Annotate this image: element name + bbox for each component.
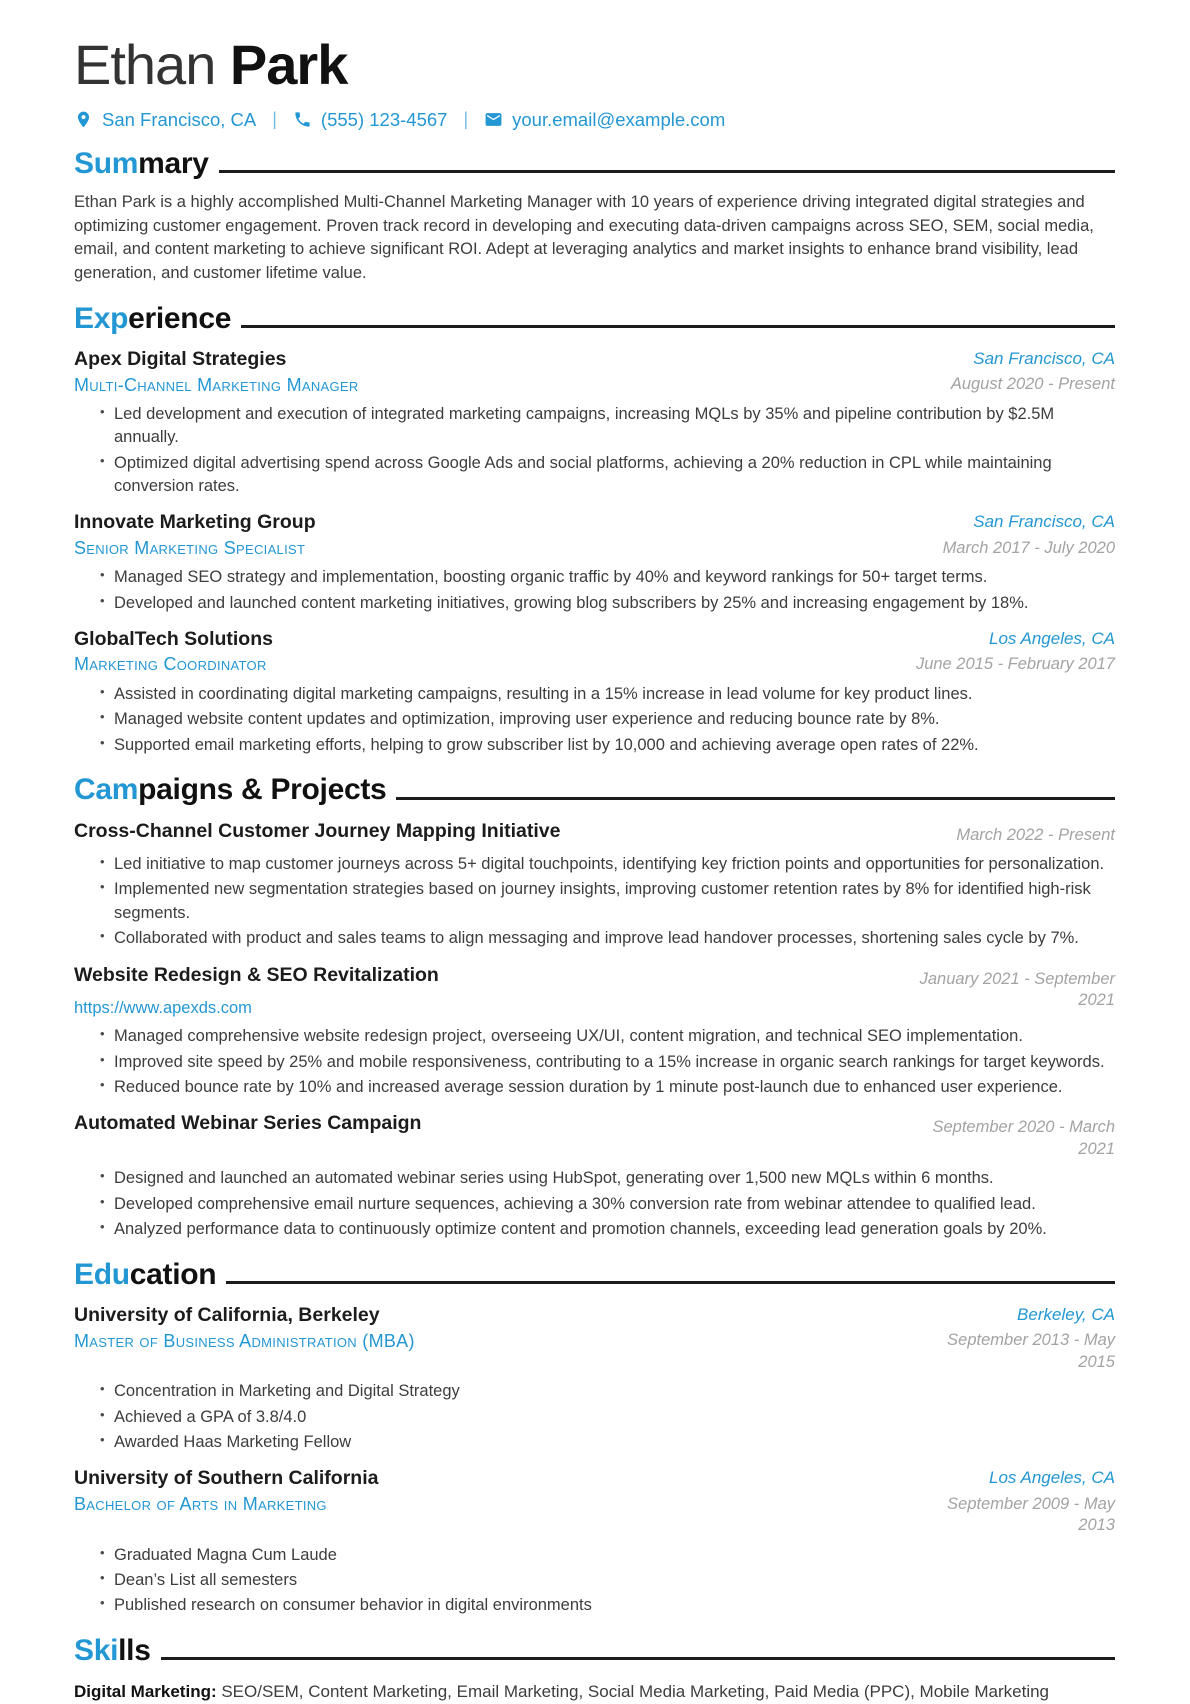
entry-date: January 2021 - September 2021 bbox=[919, 969, 1115, 1010]
projects-entries bbox=[74, 820, 1115, 1242]
heading-accent: Exp bbox=[74, 301, 129, 335]
entry-left bbox=[74, 1112, 421, 1134]
entry-subtitle: Multi-Channel Marketing Manager bbox=[74, 374, 359, 395]
section-projects bbox=[74, 773, 1115, 1242]
bullet-item: • Designed and launched an automated webinar series using HubSpot, generating over 1,500 new MQLs within 6 months. bbox=[100, 1167, 1115, 1190]
person-name bbox=[74, 34, 1115, 97]
entry bbox=[74, 1112, 1115, 1241]
bullet-item: • Optimized digital advertising spend across Google Ads and social platforms, achieving a 20% reduction in CPL while maintaining conversion rates. bbox=[100, 452, 1115, 499]
entry-left bbox=[74, 1467, 378, 1514]
entry-subtitle: Senior Marketing Specialist bbox=[74, 537, 306, 558]
heading-accent: Cam bbox=[74, 772, 139, 806]
entry-location: San Francisco, CA bbox=[973, 349, 1115, 369]
entry-subtitle: Master of Business Administration (MBA) bbox=[74, 1330, 415, 1351]
entry-head bbox=[74, 1304, 1115, 1373]
entry-head bbox=[74, 1112, 1115, 1160]
contact-row bbox=[74, 109, 1115, 131]
entry-left bbox=[74, 511, 316, 558]
summary-text: Ethan Park is a highly accomplished Multi-Channel Marketing Manager with 10 years of experience driving integrated digital strategies and optimizing customer engagement. Proven track record in developing and executing data-driven campaigns across SEO, SEM, social media, email, and content marketing to achieve significant ROI. Adept at leveraging analytics and market insights to enhance brand visibility, lead generation, and customer lifetime value. bbox=[74, 193, 1094, 282]
bullet-list bbox=[74, 1380, 1115, 1454]
entry bbox=[74, 348, 1115, 498]
heading-accent: Edu bbox=[74, 1257, 130, 1291]
entry-left bbox=[74, 348, 359, 395]
skills-heading bbox=[74, 1634, 1115, 1668]
entry-right bbox=[910, 964, 1115, 1012]
entry-head bbox=[74, 820, 1115, 846]
entry bbox=[74, 1467, 1115, 1617]
section-rule bbox=[226, 1281, 1115, 1284]
entry-right bbox=[916, 628, 1115, 676]
entry-date: August 2020 - Present bbox=[950, 375, 1115, 394]
bullet-item: • Supported email marketing efforts, helping to grow subscriber list by 10,000 and achieving average open rates of 22%. bbox=[100, 734, 1115, 757]
bullet-item: • Managed comprehensive website redesign project, overseeing UX/UI, content migration, and technical SEO implementation. bbox=[100, 1025, 1115, 1048]
entry bbox=[74, 511, 1115, 615]
bullet-list bbox=[74, 683, 1115, 757]
entry-left bbox=[74, 1304, 415, 1351]
section-summary bbox=[74, 147, 1115, 285]
section-rule bbox=[219, 170, 1115, 173]
entry-right bbox=[956, 820, 1115, 846]
bullet-list bbox=[74, 853, 1115, 951]
entry-right bbox=[910, 1112, 1115, 1160]
section-rule bbox=[396, 797, 1115, 800]
bullet-item: • Achieved a GPA of 3.8/4.0 bbox=[100, 1406, 1115, 1429]
entry-head bbox=[74, 1467, 1115, 1536]
entry-title: Apex Digital Strategies bbox=[74, 348, 287, 371]
section-experience bbox=[74, 302, 1115, 757]
location-pin-icon bbox=[74, 110, 93, 129]
heading-accent: Sum bbox=[74, 146, 139, 180]
bullet-item: • Awarded Haas Marketing Fellow bbox=[100, 1431, 1115, 1454]
section-rule bbox=[241, 325, 1115, 328]
bullet-item: • Led development and execution of integrated marketing campaigns, increasing MQLs by 35% and pipeline contribution by $2.5M annually. bbox=[100, 403, 1115, 450]
bullet-list bbox=[74, 1544, 1115, 1618]
envelope-icon bbox=[484, 110, 503, 129]
entry-right bbox=[910, 1304, 1115, 1373]
entry-title: Website Redesign & SEO Revitalization bbox=[74, 963, 439, 986]
entry bbox=[74, 1304, 1115, 1454]
entry-location: Berkeley, CA bbox=[1017, 1305, 1115, 1325]
bullet-item: • Dean’s List all semesters bbox=[100, 1569, 1115, 1592]
entry-left bbox=[74, 964, 439, 1018]
entry-link[interactable]: https://www.apexds.com bbox=[74, 999, 252, 1018]
section-skills bbox=[74, 1634, 1115, 1704]
contact-location bbox=[74, 109, 256, 131]
bullet-item: • Led initiative to map customer journeys across 5+ digital touchpoints, identifying key friction points and opportunities for personalization. bbox=[100, 853, 1115, 876]
last-name: Park bbox=[229, 33, 348, 96]
skills-line bbox=[74, 1680, 1115, 1704]
entry-title: GlobalTech Solutions bbox=[74, 628, 273, 650]
bullet-item: • Improved site speed by 25% and mobile responsiveness, contributing to a 15% increase in organic search rankings for target keywords. bbox=[100, 1051, 1115, 1074]
email-text: your.email@example.com bbox=[512, 108, 726, 130]
bullet-item: • Managed website content updates and optimization, improving user experience and reducing bounce rate by 8%. bbox=[100, 708, 1115, 731]
entry bbox=[74, 628, 1115, 757]
location-text: San Francisco, CA bbox=[102, 108, 257, 130]
summary-heading bbox=[74, 147, 1115, 181]
bullet-item: • Analyzed performance data to continuously optimize content and promotion channels, exceeding lead generation goals by 20%. bbox=[100, 1218, 1115, 1241]
experience-entries bbox=[74, 348, 1115, 757]
entry-head bbox=[74, 964, 1115, 1018]
bullet-item: • Developed and launched content marketing initiatives, growing blog subscribers by 25% and increasing engagement by 18%. bbox=[100, 592, 1115, 615]
entry-location: San Francisco, CA bbox=[973, 512, 1115, 532]
entry-date: September 2020 - March 2021 bbox=[932, 1118, 1115, 1158]
education-heading bbox=[74, 1258, 1115, 1292]
phone-text: (555) 123-4567 bbox=[320, 108, 448, 130]
heading-rest: mary bbox=[138, 146, 209, 180]
bullet-item: • Implemented new segmentation strategies based on journey insights, improving customer retention rates by 8% for identified high-risk segments. bbox=[100, 878, 1115, 925]
bullet-item: • Graduated Magna Cum Laude bbox=[100, 1544, 1115, 1567]
bullet-item: • Assisted in coordinating digital marketing campaigns, resulting in a 15% increase in lead volume for key product lines. bbox=[100, 683, 1115, 706]
entry-title: Cross-Channel Customer Journey Mapping Initiative bbox=[74, 819, 561, 842]
entry-right bbox=[943, 511, 1115, 559]
heading-accent: Ski bbox=[74, 1633, 119, 1667]
entry-title: Innovate Marketing Group bbox=[74, 511, 316, 534]
entry-left bbox=[74, 628, 273, 675]
entry-head bbox=[74, 628, 1115, 676]
entry bbox=[74, 964, 1115, 1100]
bullet-item: • Managed SEO strategy and implementation, boosting organic traffic by 40% and keyword rankings for 50+ target terms. bbox=[100, 566, 1115, 589]
section-education bbox=[74, 1258, 1115, 1618]
entry-location: Los Angeles, CA bbox=[989, 1468, 1115, 1488]
entry-right bbox=[910, 1467, 1115, 1536]
entry-title: University of Southern California bbox=[74, 1467, 379, 1490]
heading-rest: cation bbox=[129, 1257, 217, 1291]
bullet-list bbox=[74, 403, 1115, 499]
entry-head bbox=[74, 348, 1115, 396]
heading-rest: lls bbox=[118, 1633, 151, 1667]
entry-date: September 2013 - May 2015 bbox=[947, 1331, 1115, 1371]
contact-phone bbox=[293, 109, 448, 131]
entry-title: University of California, Berkeley bbox=[74, 1304, 380, 1327]
heading-rest: paigns & Projects bbox=[138, 772, 387, 806]
resume-header bbox=[74, 34, 1115, 131]
projects-heading bbox=[74, 773, 1115, 807]
bullet-list bbox=[74, 1167, 1115, 1241]
bullet-item: • Developed comprehensive email nurture sequences, achieving a 30% conversion rate from webinar attendee to qualified lead. bbox=[100, 1193, 1115, 1216]
entry-location: Los Angeles, CA bbox=[989, 629, 1115, 648]
phone-icon bbox=[293, 110, 312, 129]
skill-list: SEO/SEM, Content Marketing, Email Marketing, Social Media Marketing, Paid Media (PPC), Mobile Marketing bbox=[216, 1682, 1050, 1702]
entry-date: March 2022 - Present bbox=[956, 825, 1115, 844]
entry-left bbox=[74, 820, 561, 842]
entry bbox=[74, 820, 1115, 951]
heading-rest: erience bbox=[128, 301, 232, 335]
bullet-item: • Published research on consumer behavior in digital environments bbox=[100, 1594, 1115, 1617]
entry-date: March 2017 - July 2020 bbox=[942, 538, 1115, 557]
skill-category-label: Digital Marketing: bbox=[74, 1682, 217, 1702]
education-entries bbox=[74, 1304, 1115, 1618]
entry-title: Automated Webinar Series Campaign bbox=[74, 1112, 422, 1135]
entry-head bbox=[74, 511, 1115, 559]
contact-separator: | bbox=[463, 109, 469, 130]
bullet-item: • Collaborated with product and sales teams to align messaging and improve lead handover processes, shortening sales cycle by 7%. bbox=[100, 927, 1115, 950]
entry-date: September 2009 - May 2013 bbox=[947, 1494, 1115, 1535]
entry-right bbox=[951, 348, 1115, 396]
bullet-list bbox=[74, 566, 1115, 615]
first-name: Ethan bbox=[74, 33, 216, 96]
bullet-item: • Concentration in Marketing and Digital Strategy bbox=[100, 1380, 1115, 1403]
entry-subtitle: Bachelor of Arts in Marketing bbox=[74, 1493, 327, 1514]
contact-email[interactable] bbox=[484, 109, 725, 131]
entry-subtitle: Marketing Coordinator bbox=[74, 654, 267, 675]
section-rule bbox=[161, 1657, 1115, 1660]
bullet-item: • Reduced bounce rate by 10% and increased average session duration by 1 minute post-launch due to enhanced user experience. bbox=[100, 1076, 1115, 1099]
bullet-list bbox=[74, 1025, 1115, 1099]
entry-date: June 2015 - February 2017 bbox=[915, 655, 1115, 674]
experience-heading bbox=[74, 302, 1115, 336]
contact-separator: | bbox=[272, 109, 277, 130]
